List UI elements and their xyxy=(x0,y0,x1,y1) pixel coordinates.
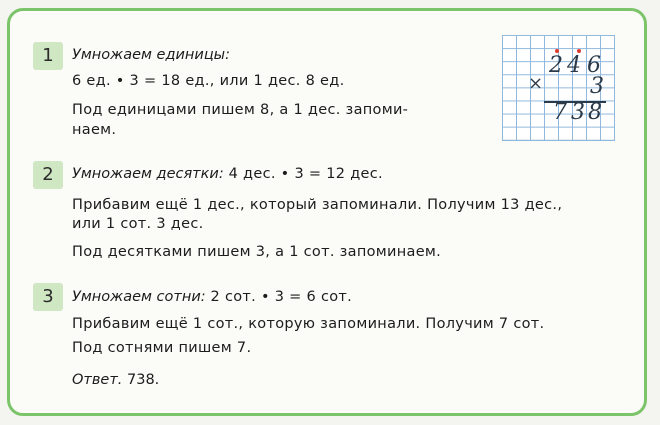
step-1-heading: Умножаем единицы: xyxy=(72,47,231,63)
step-2-number: 2 xyxy=(33,161,63,189)
digit-2: 2 xyxy=(549,53,563,78)
answer-value: 738. xyxy=(122,372,160,388)
step-3-heading-line xyxy=(72,287,352,307)
result-digit-3: 3 xyxy=(571,100,585,125)
step-1-line-3: наем. xyxy=(72,122,117,138)
step-2-heading-line xyxy=(72,164,383,184)
result-digit-8: 8 xyxy=(588,100,602,125)
step-3-line-2: Под сотнями пишем 7. xyxy=(72,340,252,356)
step-2-line-1: Прибавим ещё 1 дес., который запоминали. Получим 13 дес., xyxy=(72,197,563,213)
multiply-sign: × xyxy=(528,73,544,94)
step-3-heading: Умножаем сотни: xyxy=(72,289,206,305)
step-1-line-1: 6 ед. • 3 = 18 ед., или 1 дес. 8 ед. xyxy=(72,73,345,89)
step-2-heading-rest: 4 дес. • 3 = 12 дес. xyxy=(223,166,383,182)
step-2-heading: Умножаем десятки: xyxy=(72,166,224,182)
answer-label: Ответ. xyxy=(72,372,123,388)
step-3-number: 3 xyxy=(33,283,63,311)
multiplier-3: 3 xyxy=(590,74,604,99)
digit-4: 4 xyxy=(567,53,581,78)
answer-line xyxy=(72,370,159,390)
step-1-number: 1 xyxy=(33,42,63,70)
step-2-line-3: Под десятками пишем 3, а 1 сот. запоминаем. xyxy=(72,244,442,260)
column-multiplication xyxy=(502,35,617,143)
digit-6: 6 xyxy=(587,53,601,78)
step-3-heading-rest: 2 сот. • 3 = 6 сот. xyxy=(205,289,353,305)
result-digit-7: 7 xyxy=(553,100,567,125)
step-3-line-1: Прибавим ещё 1 сот., которую запоминали. Получим 7 сот. xyxy=(72,316,545,332)
step-2-line-2: или 1 сот. 3 дес. xyxy=(72,216,204,232)
explanation-card xyxy=(7,8,647,416)
step-1-line-2: Под единицами пишем 8, а 1 дес. запоми- xyxy=(72,102,409,118)
